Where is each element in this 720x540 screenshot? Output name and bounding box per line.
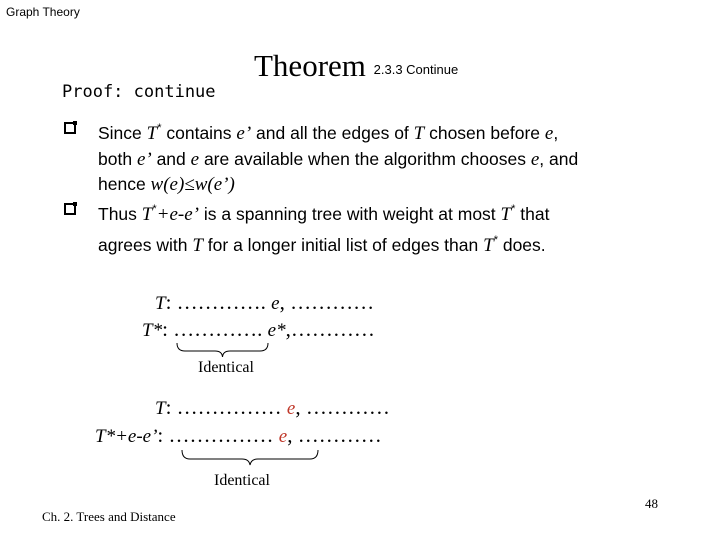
bullet-1-line-1: Since T* contains e’ and all the edges of T chosen before e, bbox=[98, 122, 559, 144]
bullet-2-line-1: Thus T*+e-e’ is a spanning tree with weight at most T* that bbox=[98, 203, 550, 225]
footer-chapter: Ch. 2. Trees and Distance bbox=[42, 509, 176, 524]
seq2-brace bbox=[180, 448, 320, 468]
bullet-2-text bbox=[98, 197, 698, 258]
slide-title bbox=[254, 48, 458, 84]
seq2-row-T: T: …………… e, ………… bbox=[155, 395, 390, 419]
bullet-1-line-3: hence w(e)≤w(e’) bbox=[98, 174, 235, 195]
seq1-row-T: T: …………. e, ………… bbox=[155, 290, 375, 314]
bullet-icon bbox=[64, 122, 76, 134]
seq2-row-Tstar-plus: T*+e-e’: …………… e, ………… bbox=[95, 423, 382, 447]
bullet-icon bbox=[64, 203, 76, 215]
seq2-identical-label: Identical bbox=[214, 472, 270, 489]
seq1-brace bbox=[175, 341, 270, 359]
bullet-1-line-2: both e’ and e are available when the algorithm chooses e, and bbox=[98, 148, 579, 170]
seq1-row-Tstar: T*: …………. e*,………… bbox=[142, 317, 375, 341]
seq1-identical-label: Identical bbox=[198, 359, 254, 376]
proof-label: Proof: continue bbox=[62, 82, 216, 102]
header-title: Graph Theory bbox=[6, 5, 80, 19]
bullet-1-text bbox=[98, 116, 698, 198]
page-number: 48 bbox=[645, 496, 658, 511]
title-sub: 2.3.3 Continue bbox=[373, 62, 459, 77]
title-main: Theorem bbox=[254, 48, 366, 83]
bullet-2-line-2: agrees with T for a longer initial list of edges than T* does. bbox=[98, 233, 546, 256]
